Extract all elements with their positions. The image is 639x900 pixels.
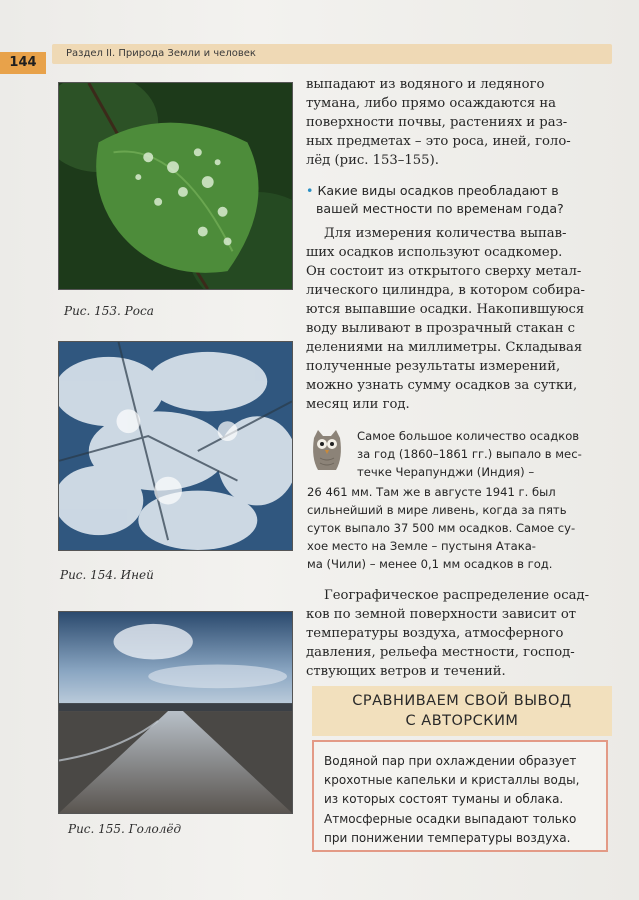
text-line: можно узнать сумму осадков за сутки, bbox=[306, 378, 578, 393]
note-line: за год (1860–1861 гг.) выпало в мес- bbox=[357, 447, 582, 461]
section-title: Раздел II. Природа Земли и человек bbox=[66, 48, 256, 59]
conclusion-box bbox=[312, 740, 608, 852]
text-line: ших осадков используют осадкомер. bbox=[306, 245, 563, 260]
conclusion-line: при понижении температуры воздуха. bbox=[324, 830, 571, 845]
text-line: полученные результаты измерений, bbox=[306, 359, 561, 374]
text-line: выпадают из водяного и ледяного bbox=[306, 77, 545, 92]
bullet-icon: • bbox=[306, 183, 314, 198]
owl-icon bbox=[310, 428, 344, 474]
banner-line: С АВТОРСКИМ bbox=[405, 713, 519, 729]
conclusion-line: Водяной пар при охлаждении образует bbox=[324, 754, 577, 768]
figure-155-caption: Рис. 155. Гололёд bbox=[68, 822, 182, 836]
text-line: Географическое распределение осад- bbox=[324, 588, 590, 603]
text-line: Он состоит из открытого сверху метал- bbox=[306, 264, 582, 279]
text-line: ствующих ветров и течений. bbox=[306, 664, 506, 679]
note-line: хое место на Земле – пустыня Атака- bbox=[307, 539, 536, 553]
note-line: сильнейший в мире ливень, когда за пять bbox=[307, 503, 567, 517]
conclusion-line: из которых состоят туманы и облака. bbox=[324, 792, 564, 807]
note-line: Самое большое количество осадков bbox=[357, 429, 580, 443]
glaze-road-photo bbox=[58, 611, 293, 814]
text-line: лёд (рис. 153–155). bbox=[306, 153, 439, 168]
figure-154-caption: Рис. 154. Иней bbox=[60, 568, 154, 582]
text-line: поверхности почвы, растениях и раз- bbox=[306, 115, 568, 130]
banner-line: СРАВНИВАЕМ СВОЙ ВЫВОД bbox=[352, 693, 572, 709]
dew-photo bbox=[58, 82, 293, 290]
text-line: температуры воздуха, атмосферного bbox=[306, 626, 564, 641]
text-line: давления, рельефа местности, господ- bbox=[306, 645, 575, 660]
text-line: лического цилиндра, в котором собира- bbox=[306, 283, 586, 298]
conclusion-line: Атмосферные осадки выпадают только bbox=[324, 811, 577, 826]
text-line: делениями на миллиметры. Складывая bbox=[306, 340, 583, 355]
text-line: ков по земной поверхности зависит от bbox=[306, 607, 577, 622]
compare-banner bbox=[312, 686, 612, 736]
text-line: ных предметах – это роса, иней, голо- bbox=[306, 134, 571, 149]
question-line: вашей местности по временам года? bbox=[316, 201, 564, 216]
figure-153-caption: Рис. 153. Роса bbox=[64, 304, 154, 318]
question-line bbox=[306, 182, 559, 200]
conclusion-line: крохотные капельки и кристаллы воды, bbox=[324, 773, 580, 788]
text-line: тумана, либо прямо осаждаются на bbox=[306, 96, 557, 111]
text-line: воду выливают в прозрачный стакан с bbox=[306, 321, 576, 336]
text-line: ются выпавшие осадки. Накопившуюся bbox=[306, 302, 585, 317]
note-line: суток выпало 37 500 мм осадков. Самое су- bbox=[307, 521, 576, 535]
frost-photo bbox=[58, 341, 293, 551]
text-line: Для измерения количества выпав- bbox=[324, 226, 567, 241]
question-text: Какие виды осадков преобладают в bbox=[317, 183, 559, 198]
note-line: ма (Чили) – менее 0,1 мм осадков в год. bbox=[307, 557, 553, 571]
note-line: течке Черапунджи (Индия) – bbox=[357, 465, 535, 479]
page-number: 144 bbox=[0, 52, 46, 74]
text-line: месяц или год. bbox=[306, 397, 410, 412]
note-line: 26 461 мм. Там же в августе 1941 г. был bbox=[307, 485, 556, 499]
